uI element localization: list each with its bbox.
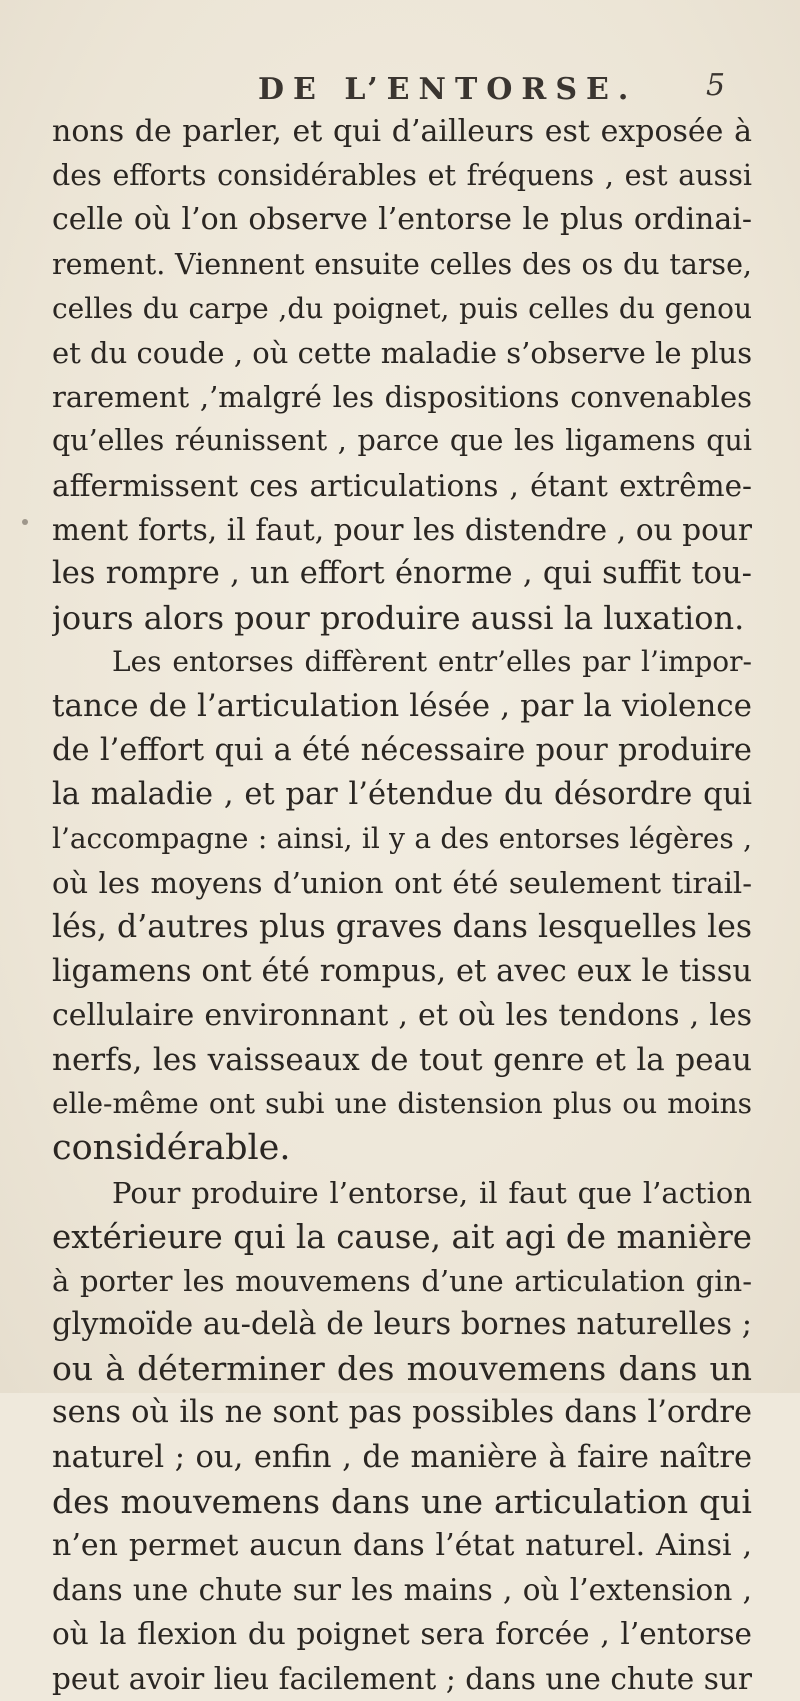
text-line: peut avoir lieu facilement ; dans une chute sur: [52, 1661, 752, 1696]
text-line: et du coude , où cette maladie s’observe le plus: [52, 335, 752, 370]
text-line: lés, d’autres plus graves dans lesquelles les: [52, 909, 752, 946]
text-line: à porter les mouvemens d’une articulation gin-: [52, 1263, 752, 1298]
text-line: de l’effort qui a été nécessaire pour produire: [52, 732, 752, 768]
text-line: celles du carpe ,du poignet, puis celles du genou: [52, 291, 752, 325]
text-line: les rompre , un effort énorme , qui suffit tou-: [52, 555, 752, 591]
text-line: jours alors pour produire aussi la luxation.: [52, 599, 745, 638]
text-line: ou à déterminer des mouvemens dans un: [52, 1349, 752, 1389]
text-line: qu’elles réunissent , parce que les ligamens qui: [52, 424, 752, 458]
page-number: 5: [706, 68, 726, 103]
text-line: des efforts considérables et fréquens , est aussi: [52, 159, 752, 193]
text-line: extérieure qui la cause, ait agi de manière: [52, 1217, 752, 1256]
text-line: nerfs, les vaisseaux de tout genre et la peau: [52, 1041, 752, 1078]
text-line: affermissent ces articulations , étant extrême-: [52, 468, 752, 503]
text-line: nons de parler, et qui d’ailleurs est exposée à: [52, 114, 752, 149]
text-line: cellulaire environnant , et où les tendons , les: [52, 997, 752, 1033]
text-line: rarement ,’malgré les dispositions convenables: [52, 380, 752, 415]
text-line: sens où ils ne sont pas possibles dans l’ordre: [52, 1395, 752, 1431]
paragraph-start-line: Les entorses diffèrent entr’elles par l’impor-: [112, 645, 752, 679]
text-line: rement. Viennent ensuite celles des os du tarse,: [52, 247, 752, 281]
text-line: celle où l’on observe l’entorse le plus ordinai-: [52, 202, 752, 238]
body-text: [52, 110, 752, 1701]
text-line: la maladie , et par l’étendue du désordre qui: [52, 776, 752, 812]
text-line: glymoïde au-delà de leurs bornes naturelles ;: [52, 1307, 752, 1343]
text-line: n’en permet aucun dans l’état naturel. Ainsi ,: [52, 1528, 752, 1563]
margin-mark: [22, 519, 28, 525]
text-line: l’accompagne : ainsi, il y a des entorses légères ,: [52, 822, 752, 855]
text-line: dans une chute sur les mains , où l’extension ,: [52, 1573, 752, 1608]
text-line: considérable.: [52, 1128, 291, 1169]
paragraph-start-line: Pour produire l’entorse, il faut que l’action: [112, 1175, 752, 1210]
text-line: ligamens ont été rompus, et avec eux le tissu: [52, 953, 752, 989]
text-line: elle-même ont subi une distension plus ou moins: [52, 1087, 752, 1121]
text-line: où les moyens d’union ont été seulement tirail-: [52, 866, 752, 901]
text-line: des mouvemens dans une articulation qui: [52, 1481, 752, 1521]
text-line: où la flexion du poignet sera forcée , l’entorse: [52, 1617, 752, 1652]
text-line: ment forts, il faut, pour les distendre , ou pour: [52, 512, 752, 547]
text-line: tance de l’articulation lésée , par la violence: [52, 688, 752, 725]
running-title: DE L’ENTORSE.: [258, 72, 638, 107]
text-line: naturel ; ou, enfin , de manière à faire naître: [52, 1439, 752, 1475]
